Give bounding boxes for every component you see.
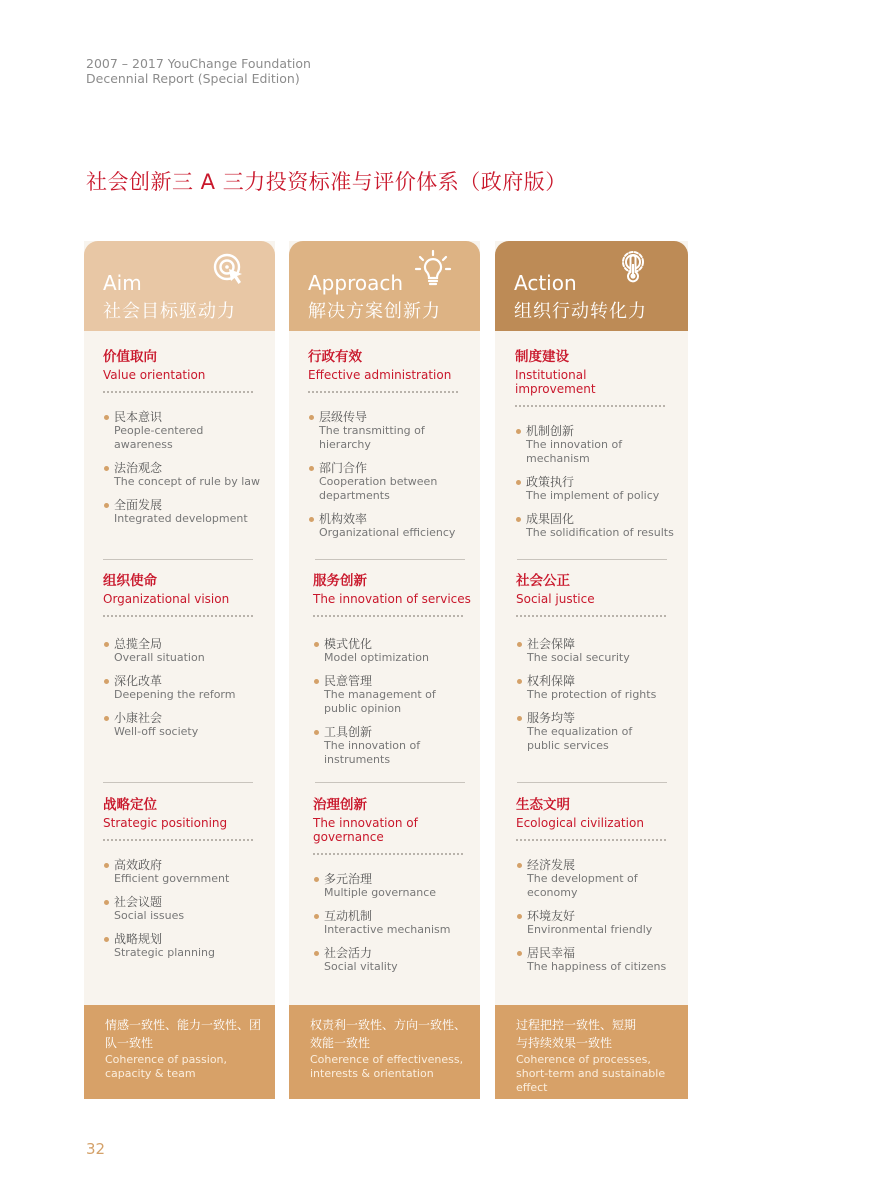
section-value-orientation <box>103 345 263 535</box>
dotted-divider <box>313 615 463 617</box>
lightbulb-icon <box>413 249 453 289</box>
section-title-en: Institutional improvement <box>515 368 596 396</box>
page-number: 32 <box>86 1140 106 1158</box>
section-strategic-positioning <box>103 793 263 969</box>
header-line-2: Decennial Report (Special Edition) <box>86 71 300 86</box>
dotted-divider <box>103 391 253 393</box>
section-title-en: Strategic positioning <box>103 816 228 830</box>
section-ecological-civilization <box>516 793 676 983</box>
list-item: 民意管理 The management of public opinion <box>313 674 473 716</box>
list-item: 战略规划 Strategic planning <box>103 932 263 960</box>
dotted-divider <box>103 615 253 617</box>
section-title-zh: 组织使命 <box>103 573 157 589</box>
footer-text-zh: 过程把控一致性、短期与持续效果一致性 <box>516 1018 637 1050</box>
section-social-justice <box>516 569 676 762</box>
dotted-divider <box>313 853 463 855</box>
column-approach <box>289 241 480 1099</box>
footer-text-zh: 权责利一致性、方向一致性、效能一致性 <box>310 1018 467 1050</box>
section-organizational-vision <box>103 569 263 748</box>
section-title-zh: 社会公正 <box>516 573 570 589</box>
column-aim-title-zh: 社会目标驱动力 <box>103 301 236 322</box>
section-title-zh: 生态文明 <box>516 797 570 813</box>
list-item: 法治观念 The concept of rule by law <box>103 461 263 489</box>
list-item: 经济发展 The development of economy <box>516 858 676 900</box>
dotted-divider <box>515 405 665 407</box>
section-title-zh: 价值取向 <box>103 349 157 365</box>
section-title-en: Ecological civilization <box>516 816 644 830</box>
list-item: 居民幸福 The happiness of citizens <box>516 946 676 974</box>
section-title-zh: 服务创新 <box>313 573 367 589</box>
list-item: 社会活力 Social vitality <box>313 946 473 974</box>
section-separator <box>103 559 253 560</box>
section-separator <box>315 782 465 783</box>
list-item: 互动机制 Interactive mechanism <box>313 909 473 937</box>
column-aim <box>84 241 275 1099</box>
dotted-divider <box>308 391 458 393</box>
header-line-1: 2007 – 2017 YouChange Foundation <box>86 56 311 71</box>
section-title-zh: 制度建设 <box>515 349 569 365</box>
section-innovation-of-governance <box>313 793 473 983</box>
section-title-zh: 治理创新 <box>313 797 367 813</box>
list-item: 模式优化 Model optimization <box>313 637 473 665</box>
column-action-title-en: Action <box>514 271 577 295</box>
section-institutional-improvement <box>515 345 675 549</box>
column-approach-title-zh: 解决方案创新力 <box>308 301 441 322</box>
column-action-header <box>495 241 688 331</box>
column-aim-footer <box>84 1005 275 1099</box>
section-separator <box>517 782 667 783</box>
column-aim-header <box>84 241 275 331</box>
footer-text-en: Coherence of effectiveness, interests & orientation <box>310 1053 464 1080</box>
list-item: 成果固化 The solidification of results <box>515 512 675 540</box>
column-action-title-zh: 组织行动转化力 <box>514 301 647 322</box>
list-item: 机构效率 Organizational efficiency <box>308 512 468 540</box>
list-item: 权利保障 The protection of rights <box>516 674 676 702</box>
list-item: 政策执行 The implement of policy <box>515 475 675 503</box>
section-title-en: Social justice <box>516 592 595 606</box>
list-item: 部门合作 Cooperation between departments <box>308 461 468 503</box>
footer-text-zh: 情感一致性、能力一致性、团队一致性 <box>105 1018 262 1050</box>
list-item: 层级传导 The transmitting of hierarchy <box>308 410 468 452</box>
thermometer-gear-icon <box>617 250 649 286</box>
list-item: 民本意识 People-centered awareness <box>103 410 263 452</box>
page-title: 社会创新三 A 三力投资标准与评价体系（政府版） <box>86 170 567 194</box>
column-aim-title-en: Aim <box>103 271 142 295</box>
column-approach-header <box>289 241 480 331</box>
list-item: 全面发展 Integrated development <box>103 498 263 526</box>
list-item: 总揽全局 Overall situation <box>103 637 263 665</box>
list-item: 高效政府 Efficient government <box>103 858 263 886</box>
list-item: 工具创新 The innovation of instruments <box>313 725 473 767</box>
dotted-divider <box>516 839 666 841</box>
list-item: 深化改革 Deepening the reform <box>103 674 263 702</box>
dotted-divider <box>103 839 253 841</box>
list-item: 机制创新 The innovation of mechanism <box>515 424 675 466</box>
section-title-zh: 行政有效 <box>308 349 362 365</box>
list-item: 环境友好 Environmental friendly <box>516 909 676 937</box>
column-approach-title-en: Approach <box>308 271 404 295</box>
list-item: 多元治理 Multiple governance <box>313 872 473 900</box>
footer-text-en: Coherence of passion, capacity & team <box>105 1053 228 1080</box>
section-title-en: Organizational vision <box>103 592 230 606</box>
list-item: 社会议题 Social issues <box>103 895 263 923</box>
column-action-footer <box>495 1005 688 1099</box>
footer-text-en: Coherence of processes, short-term and sustainable effect <box>516 1053 666 1094</box>
column-approach-footer <box>289 1005 480 1099</box>
section-title-en: Value orientation <box>103 368 206 382</box>
section-title-en: The innovation of governance <box>313 816 418 844</box>
section-separator <box>103 782 253 783</box>
list-item: 社会保障 The social security <box>516 637 676 665</box>
dotted-divider <box>516 615 666 617</box>
section-effective-administration <box>308 345 468 549</box>
section-separator <box>517 559 667 560</box>
section-title-en: The innovation of services <box>313 592 471 606</box>
list-item: 小康社会 Well-off society <box>103 711 263 739</box>
section-title-en: Effective administration <box>308 368 452 382</box>
section-separator <box>315 559 465 560</box>
report-header <box>86 56 311 86</box>
section-innovation-of-services <box>313 569 473 776</box>
section-title-zh: 战略定位 <box>103 797 157 813</box>
column-action <box>495 241 688 1099</box>
target-cursor-icon <box>212 251 248 287</box>
list-item: 服务均等 The equalization of public services <box>516 711 676 753</box>
